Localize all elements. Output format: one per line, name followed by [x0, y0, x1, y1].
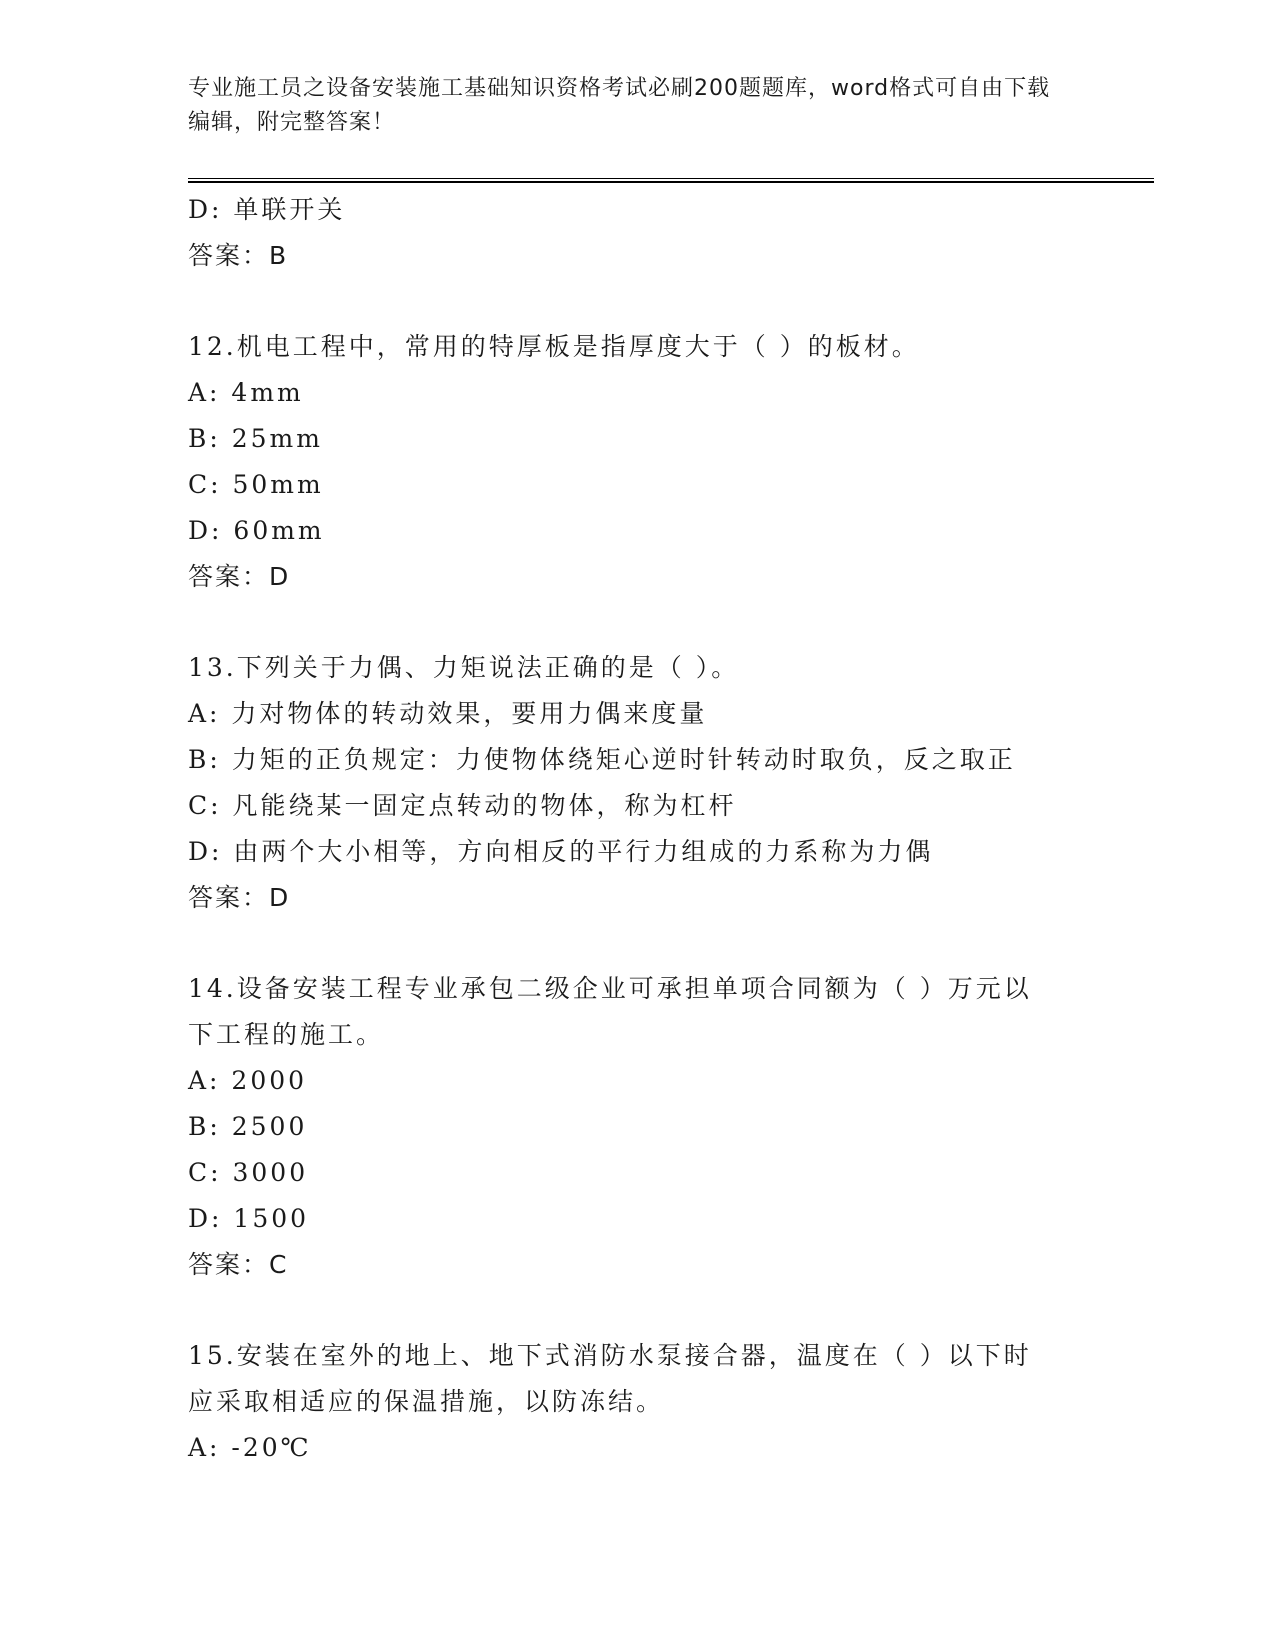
option-c: C: 凡能绕某一固定点转动的物体，称为杠杆 — [188, 791, 737, 820]
question-text: 12.机电工程中，常用的特厚板是指厚度大于（ ）的板材。 — [188, 332, 920, 361]
question-text: 15.安装在室外的地上、地下式消防水泵接合器，温度在（ ）以下时应采取相适应的保温措施，以防冻结。 — [188, 1341, 1032, 1416]
question-text: 14.设备安装工程专业承包二级企业可承担单项合同额为（ ）万元以下工程的施工。 — [188, 974, 1032, 1049]
question-text: 13.下列关于力偶、力矩说法正确的是（ ）。 — [188, 653, 740, 682]
document-title: 专业施工员之设备安装施工基础知识资格考试必刷200题题库，word格式可自由下载编辑，附完整答案！ — [188, 76, 1051, 135]
answer: 答案：C — [188, 1250, 289, 1279]
answer: 答案：D — [188, 883, 291, 912]
spacer — [188, 600, 1088, 645]
spacer — [188, 279, 1088, 324]
header-divider — [188, 178, 1154, 183]
option-c: C: 50mm — [188, 470, 324, 499]
question-14 — [188, 966, 1088, 1288]
prev-answer: 答案：B — [188, 241, 289, 270]
page-header — [188, 72, 1068, 140]
option-d: D: 60mm — [188, 516, 325, 545]
option-b: B: 力矩的正负规定：力使物体绕矩心逆时针转动时取负，反之取正 — [188, 745, 1016, 774]
option-b: B: 2500 — [188, 1112, 308, 1141]
option-c: C: 3000 — [188, 1158, 309, 1187]
question-15 — [188, 1333, 1088, 1471]
question-12 — [188, 324, 1088, 600]
option-b: B: 25mm — [188, 424, 323, 453]
option-a: A: 4mm — [188, 378, 304, 407]
option-a: A: -20℃ — [188, 1433, 312, 1462]
spacer — [188, 1288, 1088, 1333]
answer: 答案：D — [188, 562, 291, 591]
option-d: D: 1500 — [188, 1204, 310, 1233]
option-a: A: 力对物体的转动效果，要用力偶来度量 — [188, 699, 708, 728]
question-list — [188, 187, 1088, 1471]
prev-option-d: D: 单联开关 — [188, 195, 346, 224]
question-13 — [188, 645, 1088, 921]
spacer — [188, 921, 1088, 966]
option-a: A: 2000 — [188, 1066, 308, 1095]
option-d: D: 由两个大小相等，方向相反的平行力组成的力系称为力偶 — [188, 837, 934, 866]
